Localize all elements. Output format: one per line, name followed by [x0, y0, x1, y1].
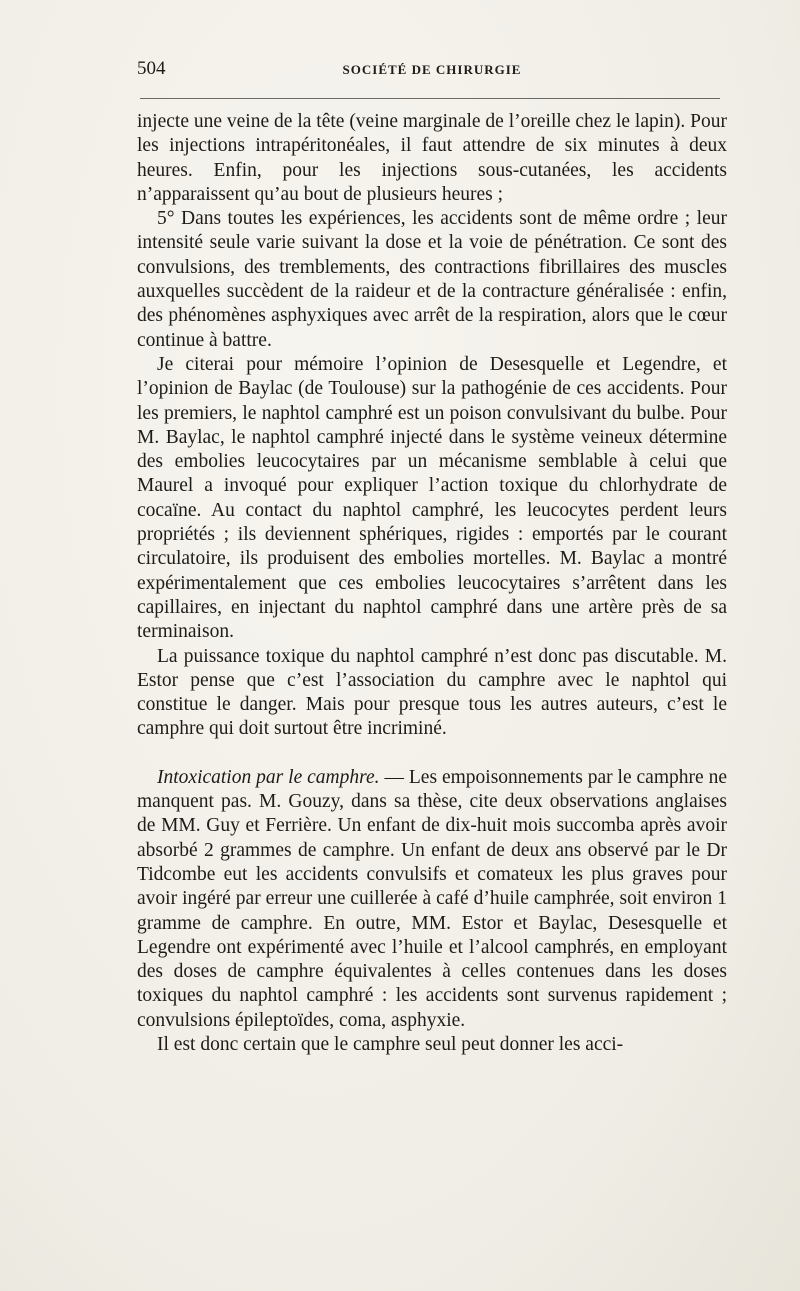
paragraph-3: Je citerai pour mémoire l’opinion de Desesquelle et Legendre, et l’opinion de Baylac (de Toulouse) sur la pathogénie de ces accidents. Pour les premiers, le naphtol camphré est un poison convulsivant du bulbe. Pour M. Baylac, le naphtol camphré injecté dans le système veineux détermine des embolies leucocytaires par un mécanisme semblable à celui que Maurel a invoqué pour expliquer l’action toxique du chlorhydrate de cocaïne. Au contact du naphtol camphré, les leucocytes perdent leurs propriétés ; ils deviennent sphériques, rigides : emportés par le courant circulatoire, ils produisent des embolies mortelles. M. Baylac a montré expérimentalement que ces embolies leucocytaires s’arrêtent dans les capillaires, en injectant du naphtol camphré dans une artère près de sa terminaison.	[137, 353, 727, 643]
page-number: 504	[137, 58, 166, 79]
header-rule	[140, 98, 720, 99]
section-title: Intoxication par le camphre.	[157, 766, 380, 788]
page-header	[137, 58, 727, 86]
body-text	[137, 110, 727, 1057]
running-title: SOCIÉTÉ DE CHIRURGIE	[342, 62, 522, 77]
paragraph-2: 5° Dans toutes les expériences, les accidents sont de même ordre ; leur intensité seule varie suivant la dose et la voie de pénétration. Ce sont des convulsions, des tremblements, des contractions fibrillaires des muscles auxquelles succèdent de la raideur et de la contracture généralisée : enfin, des phénomènes asphyxiques avec arrêt de la respiration, alors que le cœur continue à battre.	[137, 208, 727, 351]
section-paragraph	[137, 766, 727, 1033]
last-paragraph: Il est donc certain que le camphre seul peut donner les acci-	[157, 1033, 624, 1055]
paragraph-4: La puissance toxique du naphtol camphré n’est donc pas discutable. M. Estor pense que c’est l’association du camphre avec le naphtol qui constitue le danger. Mais pour presque tous les autres auteurs, c’est le camphre qui doit surtout être incriminé.	[137, 645, 727, 740]
paragraph-1: injecte une veine de la tête (veine marginale de l’oreille chez le lapin). Pour les injections intrapéritonéales, il faut attendre de six minutes à deux heures. Enfin, pour les injections sous-cutanées, les accidents n’apparaissent qu’au bout de plusieurs heures ;	[137, 111, 727, 205]
section-text: — Les empoisonnements par le camphre ne manquent pas. M. Gouzy, dans sa thèse, cite deux observations anglaises de MM. Guy et Ferrière. Un enfant de dix-huit mois succomba après avoir absorbé 2 grammes de camphre. Un enfant de deux ans observé par le Dr Tidcombe eut les accidents convulsifs et comateux les plus graves pour avoir ingéré par erreur une cuillerée à café d’huile camphrée, soit environ 1 gramme de camphre. En outre, MM. Estor et Baylac, Desesquelle et Legendre ont expérimenté avec l’huile et l’alcool camphrés, en employant des doses de camphre équivalentes à celles contenues dans les doses toxiques du naphtol camphré : les accidents sont survenus rapidement ; convulsions épileptoïdes, coma, asphyxie.	[137, 766, 727, 1031]
